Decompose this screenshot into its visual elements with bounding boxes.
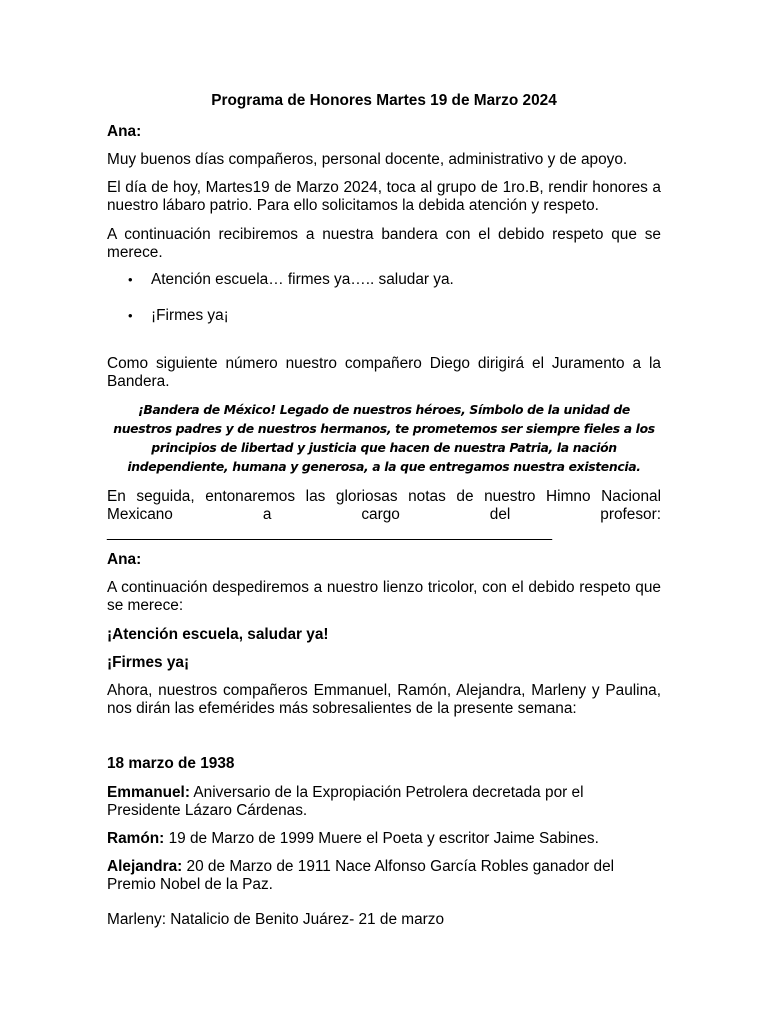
teacher-name-blank-line: ____________________________________________________ xyxy=(107,524,553,541)
efemeride-marleny: Marleny: Natalicio de Benito Juárez- 21 de marzo xyxy=(107,911,445,928)
speaker-name: Alejandra: xyxy=(107,858,183,875)
command-firmes: ¡Firmes ya¡ xyxy=(107,654,190,671)
command-attention: ¡Atención escuela, saludar ya! xyxy=(107,626,329,643)
speaker-label: Ana: xyxy=(107,123,142,140)
speaker-name: Ramón: xyxy=(107,830,165,847)
flag-reception-paragraph: A continuación recibiremos a nuestra bandera con el debido respeto que se merece. xyxy=(107,226,661,261)
bullet-icon: • xyxy=(128,272,133,287)
intro-paragraph: El día de hoy, Martes19 de Marzo 2024, toca al grupo de 1ro.B, rendir honores a nuestro lábaro patrio. Para ello solicitamos la debida atención y respeto. xyxy=(107,179,661,214)
speaker-name: Emmanuel: xyxy=(107,784,190,801)
list-item-text: ¡Firmes ya¡ xyxy=(151,307,229,324)
efemerides-intro-paragraph: Ahora, nuestros compañeros Emmanuel, Ramón, Alejandra, Marleny y Paulina, nos dirán las efemérides más sobresalientes de la presente semana: xyxy=(107,682,661,717)
document-title: Programa de Honores Martes 19 de Marzo 2024 xyxy=(211,92,557,109)
list-item-text: Atención escuela… firmes ya….. saludar ya. xyxy=(151,271,454,288)
flag-oath-text: ¡Bandera de México! Legado de nuestros héroes, Símbolo de la unidad de nuestros padres y de nuestros hermanos, te prometemos ser siempre fieles a los principios de libertad y justicia que hacen de nuestra Patria, la nación independiente, humana y generosa, a la que entregamos nuestra existencia. xyxy=(113,402,655,474)
bullet-icon: • xyxy=(128,308,133,323)
efemeride-text: 20 de Marzo de 1911 Nace Alfonso García Robles ganador del Premio Nobel de la Paz. xyxy=(107,858,615,893)
farewell-paragraph: A continuación despediremos a nuestro lienzo tricolor, con el debido respeto que se merece: xyxy=(107,579,661,614)
efemeride-item xyxy=(107,784,661,820)
efemeride-text: Aniversario de la Expropiación Petrolera decretada por el Presidente Lázaro Cárdenas. xyxy=(107,784,584,819)
efemeride-item xyxy=(107,830,661,848)
greeting-paragraph: Muy buenos días compañeros, personal docente, administrativo y de apoyo. xyxy=(107,151,628,168)
efemeride-date-heading: 18 marzo de 1938 xyxy=(107,755,235,772)
speaker-label: Ana: xyxy=(107,551,142,568)
oath-intro-paragraph: Como siguiente número nuestro compañero Diego dirigirá el Juramento a la Bandera. xyxy=(107,355,661,390)
efemeride-text: 19 de Marzo de 1999 Muere el Poeta y escritor Jaime Sabines. xyxy=(164,830,599,847)
efemeride-item xyxy=(107,858,661,894)
anthem-paragraph: En seguida, entonaremos las gloriosas notas de nuestro Himno Nacional Mexicano a cargo del profesor: xyxy=(107,488,661,523)
